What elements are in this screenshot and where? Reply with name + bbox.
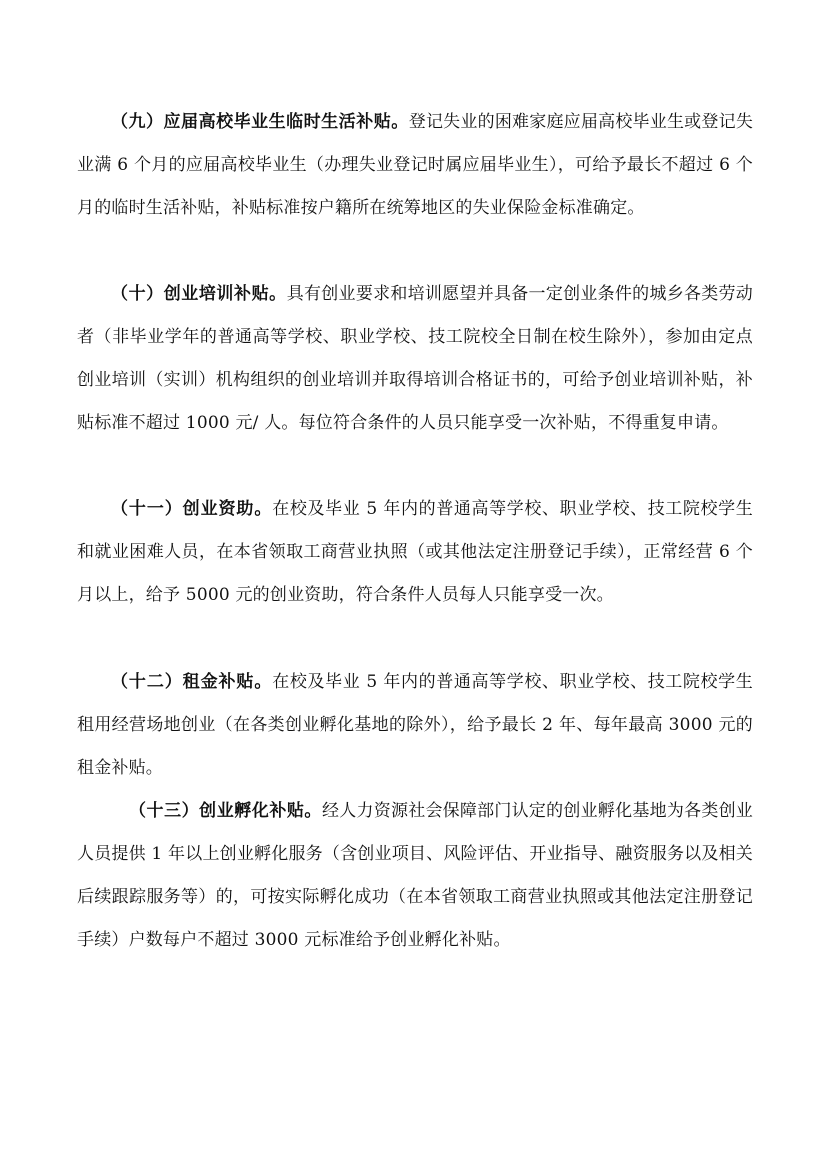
paragraph-entrepreneurship-training-subsidy	[77, 273, 753, 445]
paragraph-heading: （九）应届高校毕业生临时生活补贴。	[111, 112, 409, 132]
paragraph-heading: （十）创业培训补贴。	[111, 284, 287, 304]
paragraph-entrepreneurship-funding	[77, 488, 753, 617]
paragraph-body: 在校及毕业 5 年内的普通高等学校、职业学校、技工院校学生和就业困难人员，在本省领取工商营业执照（或其他法定注册登记手续），正常经营 6 个月以上，给予 5000 元的创业资助，符合条件人员每人只能享受一次。	[77, 499, 753, 605]
paragraph-body: 具有创业要求和培训愿望并具备一定创业条件的城乡各类劳动者（非毕业学年的普通高等学校、职业学校、技工院校全日制在校生除外），参加由定点创业培训（实训）机构组织的创业培训并取得培训合格证书的，可给予创业培训补贴，补贴标准不超过 1000 元/ 人。每位符合条件的人员只能享受一次补贴，不得重复申请。	[77, 284, 754, 433]
paragraph-rent-subsidy	[77, 661, 753, 790]
paragraph-heading: （十一）创业资助。	[111, 499, 273, 519]
paragraph-heading: （十二）租金补贴。	[111, 672, 273, 692]
paragraph-body: 在校及毕业 5 年内的普通高等学校、职业学校、技工院校学生租用经营场地创业（在各类创业孵化基地的除外），给予最长 2 年、每年最高 3000 元的租金补贴。	[77, 672, 753, 778]
paragraph-incubation-subsidy	[77, 790, 753, 962]
paragraph-temporary-living-subsidy	[77, 101, 753, 230]
paragraph-body: 经人力资源社会保障部门认定的创业孵化基地为各类创业人员提供 1 年以上创业孵化服务（含创业项目、风险评估、开业指导、融资服务以及相关后续跟踪服务等）的，可按实际孵化成功（在本省领取工商营业执照或其他法定注册登记手续）户数每户不超过 3000 元标准给予创业孵化补贴。	[77, 801, 754, 950]
paragraph-body: 登记失业的困难家庭应届高校毕业生或登记失业满 6 个月的应届高校毕业生（办理失业登记时属应届毕业生），可给予最长不超过 6 个月的临时生活补贴，补贴标准按户籍所在统筹地区的失业保险金标准确定。	[77, 112, 754, 218]
paragraph-heading: （十三）创业孵化补贴。	[129, 801, 322, 821]
